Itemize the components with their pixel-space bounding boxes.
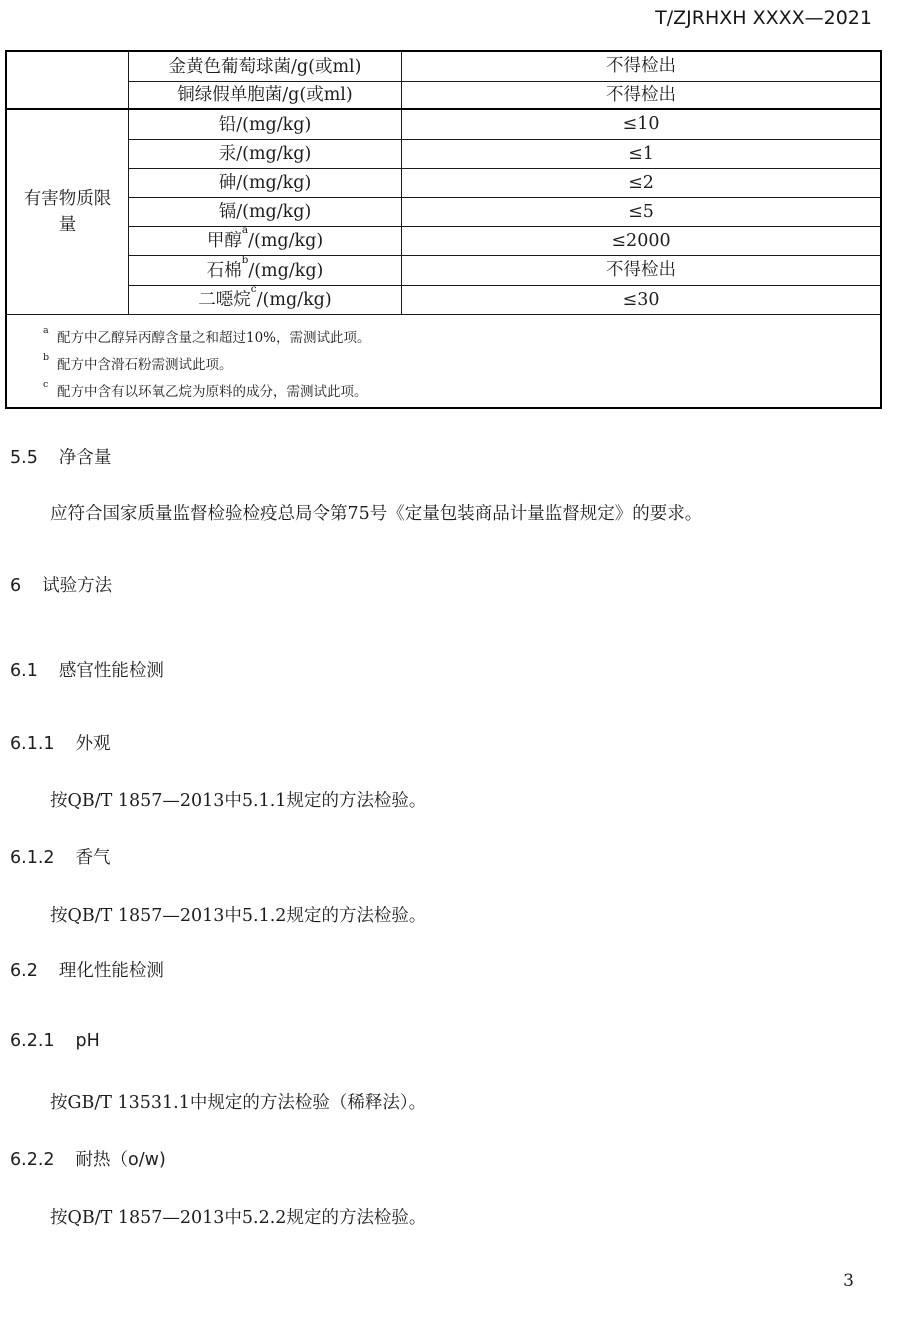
table-row-value: ≤2 [402,169,880,198]
superscript-marker: a [241,224,249,237]
footnote-marker: c [43,379,49,390]
table-row-item: 铅/(mg/kg) [129,110,402,140]
table-row-value: ≤30 [402,286,880,315]
section-heading-6-2-2 [10,1146,166,1171]
clause-number: 6.1 [10,661,38,681]
section-heading-6-2-1 [10,1031,100,1051]
table-row-value: ≤1 [402,140,880,169]
clause-title: pH [75,1031,100,1051]
table-row-value: ≤10 [402,110,880,140]
table-row-item: 甲醇$^a$/(mg/kg) [129,227,402,256]
clause-number: 6.2.2 [10,1150,55,1170]
table-row-value: 不得检出 [402,52,880,82]
paragraph-5-5: 应符合国家质量监督检验检疫总局令第75号《定量包装商品计量监督规定》的要求。 [50,504,703,524]
clause-number: 6.1.1 [10,734,55,754]
clause-title: 试验方法 [42,576,113,596]
footnote-a: $^a$ 配方中乙醇异丙醇含量之和超过10%，需测试此项。 [43,325,371,346]
superscript-marker: c [250,283,257,296]
section-heading-6-1-1 [10,730,111,755]
section-heading-6 [10,572,112,597]
footnote-marker: b [43,352,50,363]
section-heading-5-5 [10,444,111,469]
clause-number: 5.5 [10,448,38,468]
table-row-value: ≤2000 [402,227,880,256]
superscript-marker: b [241,253,249,266]
paragraph-6-1-1: 按QB/T 1857—2013中5.1.1规定的方法检验。 [50,791,427,811]
clause-title: 耐热（o/w) [75,1150,166,1170]
footnote-c: $^c$ 配方中含有以环氧乙烷为原料的成分，需测试此项。 [43,379,368,400]
table-group-label-cell [7,110,129,315]
section-heading-6-1 [10,657,164,682]
table-row-item: 石棉$^b$/(mg/kg) [129,256,402,286]
paragraph-6-1-2: 按QB/T 1857—2013中5.1.2规定的方法检验。 [50,906,427,926]
table-row-value: 不得检出 [402,256,880,286]
table-row-item: 镉/(mg/kg) [129,198,402,227]
table-row-item: 金黄色葡萄球菌/g(或ml) [129,52,402,82]
table-empty-group-cell [7,52,129,110]
table-row-value: ≤5 [402,198,880,227]
clause-title: 外观 [75,734,111,754]
section-heading-6-2 [10,957,164,982]
clause-number: 6.1.2 [10,848,55,868]
group-label: 有害物质限量 [23,188,112,235]
table-footnotes [7,315,880,407]
clause-title: 理化性能检测 [58,961,164,981]
footnote-marker: a [43,325,49,336]
section-heading-6-1-2 [10,844,111,869]
clause-number: 6.2 [10,961,38,981]
clause-number: 6 [10,576,22,596]
clause-number: 6.2.1 [10,1031,55,1051]
table-row-item: 砷/(mg/kg) [129,169,402,198]
clause-title: 感官性能检测 [58,661,164,681]
clause-title: 净含量 [58,448,112,468]
footnote-b: $^b$ 配方中含滑石粉需测试此项。 [43,352,233,373]
clause-title: 香气 [75,848,111,868]
paragraph-6-2-1: 按GB/T 13531.1中规定的方法检验（稀释法）。 [50,1093,427,1113]
limits-table [5,50,882,409]
table-row-value: 不得检出 [402,82,880,110]
standard-number-header: T/ZJRHXH XXXX—2021 [655,7,872,29]
table-row-item: 铜绿假单胞菌/g(或ml) [129,82,402,110]
page-number: 3 [843,1271,854,1291]
paragraph-6-2-2: 按QB/T 1857—2013中5.2.2规定的方法检验。 [50,1208,427,1228]
table-row-item: 汞/(mg/kg) [129,140,402,169]
table-row-item: 二噁烷$^c$/(mg/kg) [129,286,402,315]
